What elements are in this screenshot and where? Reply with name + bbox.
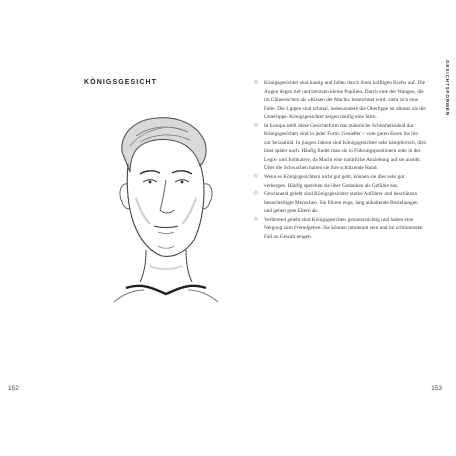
list-item: [254, 173, 426, 190]
list-item-text: In Europa stellt diese Gesichtsform das männliche Schönheitsideal dar. Königsgesichter sind in jeder Form: Genießer – vom guten Essen bis hin zur Sexualität. In jungen Jahren sind Königsgesichter sehr kämpferisch, dies lässt später nach. Häufig findet man sie in Führungspositionen oder in der Legis- und Judikative, da Macht eine natürliche Anziehung auf sie ausübt. Über die Schwachen halten sie ihre schützende Hand.: [264, 122, 426, 172]
list-item: [254, 122, 426, 173]
bullet-icon: ◇: [254, 216, 258, 222]
characteristics-list: [254, 79, 426, 241]
list-item-text: Gewinnend gelebt sind Königsgesichter starke Anführer und beschützen benachteiligte Menschen. Sie führen enge, lang anhaltende Beziehungen und geben gute Eltern ab.: [264, 191, 418, 215]
page-number-left: 152: [8, 385, 19, 392]
bullet-icon: ◇: [254, 174, 258, 180]
list-item-text: Wenn es Königsgesichtern nicht gut geht, können sie dies sehr gut verbergen. Häufig sprechen sie über Gedanken als Gefühle aus.: [264, 174, 405, 189]
page-number-right: 153: [431, 385, 442, 392]
list-item: [254, 190, 426, 216]
list-item-text: Verlierend gelebt sind Königsgesichter gemasstsüchtig und haben eine Neigung zum Fremdgehen. Sie können intolerant sein und im schlimmsten Fall zu Gewalt neigen.: [264, 216, 423, 240]
chapter-side-title: GESICHTSFORMEN: [445, 60, 450, 116]
bullet-icon: ◇: [254, 122, 258, 128]
section-heading: KÖNIGSGESICHT: [84, 79, 158, 86]
list-item-text: Königsgesichter sind kantig und fallen durch ihren kräftigen Kiefer auf. Die Augen liegen tief und besitzen kleine Pupillen. Durch eine der Wangen, die im Chinesischen als »Kissen der Macht« bezeichnet wird, zieht sich eine Falte. Die Lippen sind schmal, insbesondere die Oberlippe ist dünner als die Unterlippe. Königsgesichter zeigen häufig eine Stirn.: [264, 80, 426, 121]
bullet-icon: ◇: [254, 191, 258, 197]
bullet-icon: ◇: [254, 80, 258, 85]
list-item: [254, 79, 426, 122]
list-item: [254, 216, 426, 242]
king-face-illustration: [100, 106, 228, 306]
